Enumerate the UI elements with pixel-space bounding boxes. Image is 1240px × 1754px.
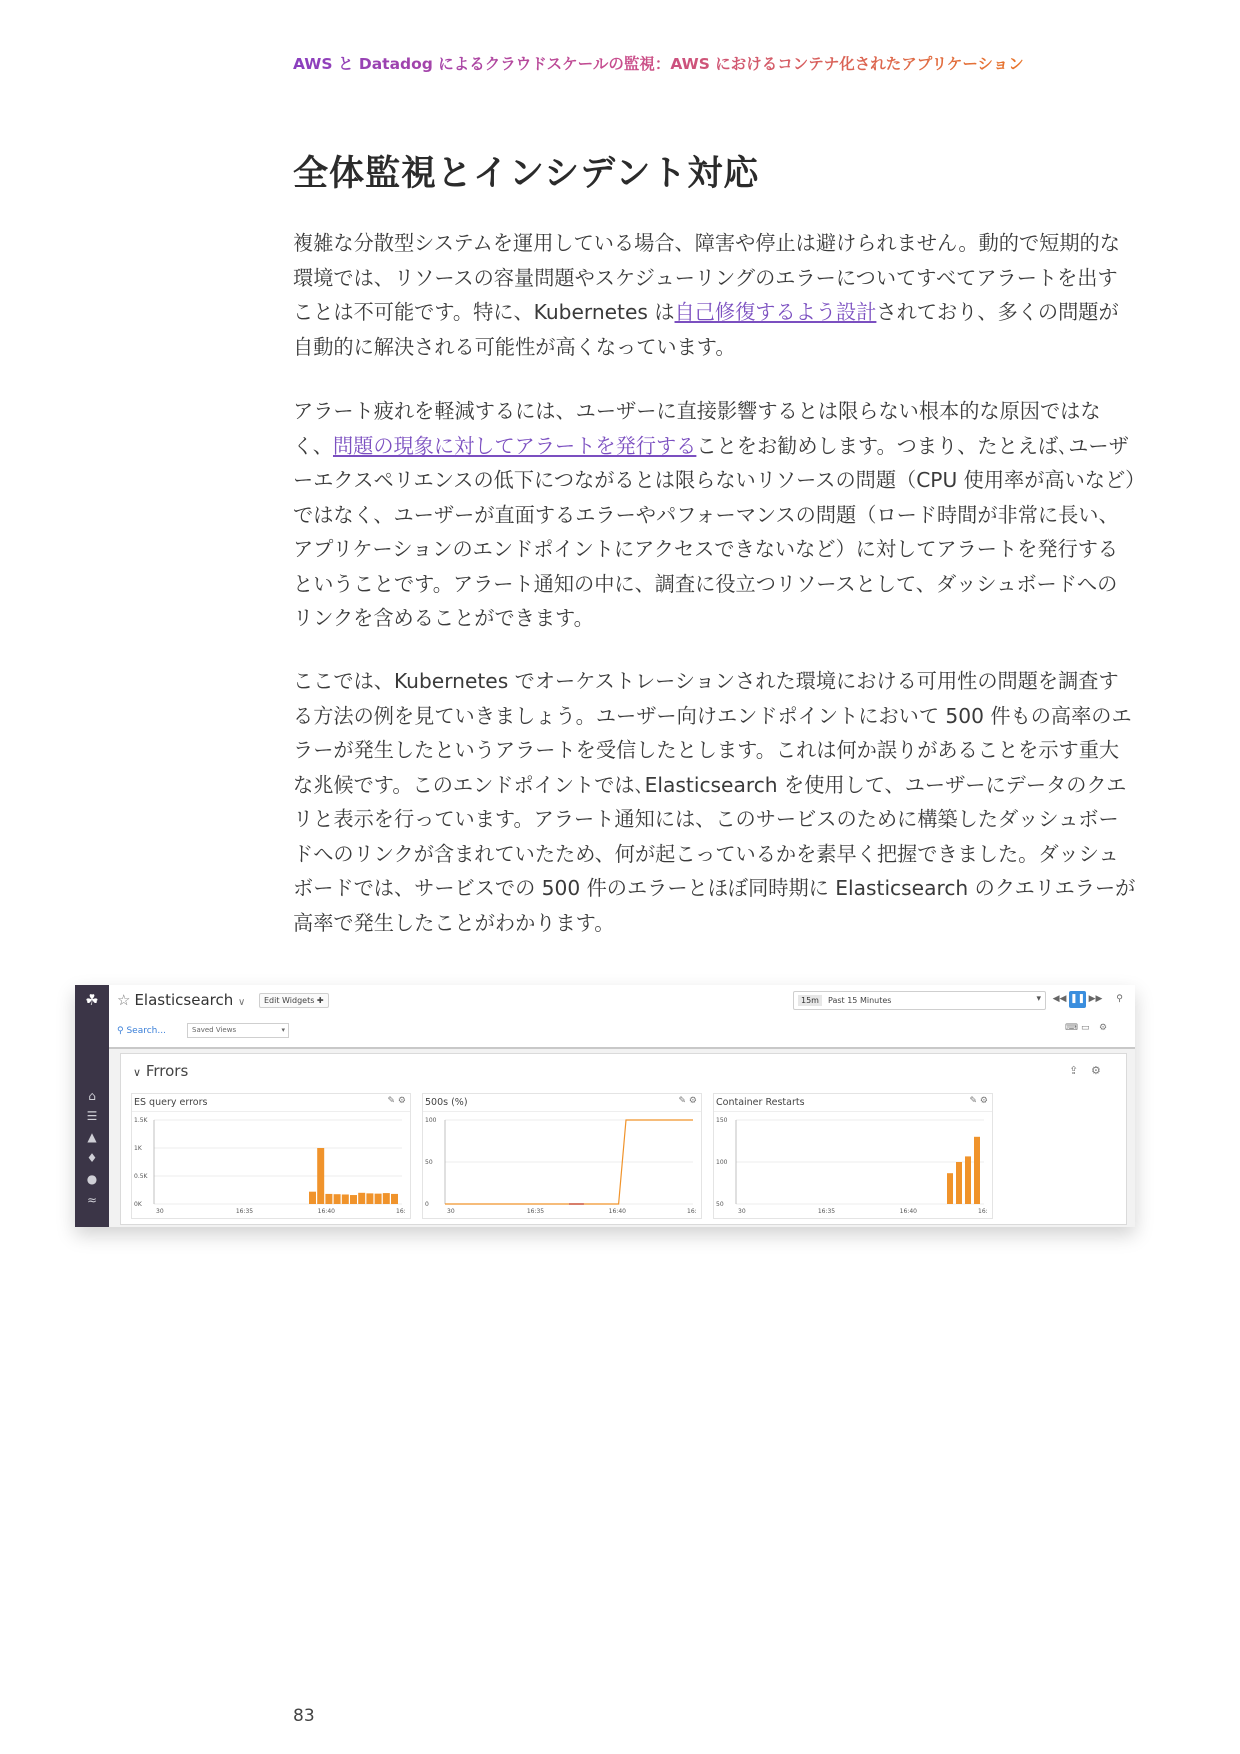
- x-tick-label: 16:40: [317, 1208, 335, 1215]
- x-tick-label: 16:40: [608, 1208, 626, 1215]
- pause-icon[interactable]: ❚❚: [1069, 991, 1086, 1008]
- es-query-errors-chart: [132, 1112, 410, 1218]
- search-icon: ⚲: [117, 1026, 124, 1036]
- alert-icon[interactable]: ●: [86, 1172, 98, 1186]
- pencil-icon[interactable]: ✎: [969, 1096, 978, 1106]
- p2-text-before: アラート疲れを軽減するには、ユーザーに直接影響するとは限らない根本的な原因ではなく、: [293, 399, 1101, 458]
- y-tick-label: 150: [716, 1117, 728, 1124]
- p2-text-after: ことをお勧めします。つまり、たとえば､ユーザーエクスペリエンスの低下につながるとは限らないリソースの問題（CPU 使用率が高いなど）ではなく、ユーザーが直面するエラーやパフォーマンスの問題（ロード時間が非常に長い、アプリケーションのエンドポイントにアクセスできないなど）に対してアラートを発行するということです。アラート通知の中に、調査に役立つリソースとして、ダッシュボードへのリンクを含めることができます。: [293, 433, 1136, 630]
- saved-views-label: Saved Views: [192, 1026, 237, 1034]
- chevron-down-icon[interactable]: ∨: [133, 1066, 142, 1079]
- home-icon[interactable]: ⌂: [88, 1089, 96, 1103]
- bar: [309, 1192, 316, 1204]
- bar: [358, 1193, 365, 1204]
- share-icon[interactable]: ⇪: [1069, 1064, 1079, 1077]
- chevron-down-icon[interactable]: ∨: [238, 997, 246, 1008]
- y-tick-label: 1.5K: [134, 1117, 148, 1124]
- x-tick-label: 16:35: [817, 1208, 836, 1215]
- bar: [375, 1194, 382, 1204]
- dashboard-icon[interactable]: ▲: [87, 1130, 97, 1144]
- widget-tools[interactable]: [679, 1096, 698, 1106]
- time-chip: 15m: [798, 995, 822, 1006]
- widget-tools[interactable]: [970, 1096, 989, 1106]
- widget-es-query-errors[interactable]: [131, 1093, 411, 1219]
- errors-group: [120, 1053, 1127, 1225]
- widget-title: ES query errors: [134, 1097, 208, 1108]
- bar: [383, 1193, 390, 1204]
- chevron-down-icon: ▾: [281, 1026, 285, 1034]
- chart-icon[interactable]: ≈: [86, 1193, 98, 1207]
- bar: [342, 1194, 349, 1204]
- section-title: 全体監視とインシデント対応: [293, 154, 760, 194]
- widget-container-restarts[interactable]: [713, 1093, 993, 1219]
- saved-views-select[interactable]: [187, 1023, 289, 1038]
- puzzle-icon[interactable]: ♦: [86, 1151, 98, 1165]
- bar: [965, 1156, 971, 1204]
- dashboard-screenshot: [75, 985, 1135, 1227]
- x-tick-label: 30: [447, 1208, 455, 1215]
- paragraph-1: [293, 226, 1136, 364]
- x-tick-label: 16:35: [235, 1208, 254, 1215]
- timeframe-selector[interactable]: [793, 991, 1046, 1010]
- y-tick-label: 100: [425, 1117, 437, 1124]
- running-head: AWS と Datadog によるクラウドスケールの監視：AWS におけるコンテナ化されたアプリケーション: [293, 52, 1024, 74]
- y-tick-label: 50: [425, 1159, 433, 1166]
- group-title[interactable]: [133, 1062, 188, 1080]
- search-icon[interactable]: ⚲: [1116, 994, 1123, 1004]
- container-restarts-chart: [714, 1112, 992, 1218]
- dashboard-sidebar: [75, 985, 109, 1227]
- y-tick-label: 50: [716, 1201, 724, 1208]
- logo-icon: ☘: [85, 991, 99, 1009]
- group-title-text: Frrors: [145, 1062, 189, 1080]
- x-tick-label: 16:: [396, 1208, 406, 1215]
- widget-tools[interactable]: [388, 1096, 407, 1106]
- p1-text-after: されており、多くの問題が自動的に解決される可能性が高くなっています。: [293, 300, 1119, 359]
- bar: [974, 1137, 980, 1204]
- x-tick-label: 16:40: [899, 1208, 917, 1215]
- search-placeholder: Search...: [126, 1026, 166, 1036]
- gear-icon[interactable]: ⚙: [1099, 1023, 1108, 1033]
- bar: [366, 1193, 373, 1204]
- bar: [317, 1148, 324, 1204]
- bar: [325, 1194, 332, 1204]
- x-tick-label: 16:: [687, 1208, 697, 1215]
- page-number: 83: [293, 1706, 315, 1726]
- p1-text-before: 複雑な分散型システムを運用している場合、障害や停止は避けられません。動的で短期的な環境では、リソースの容量問題やスケジューリングのエラーについてすべてアラートを出すことは不可能です。特に、Kubernetes は: [293, 231, 1120, 324]
- search-input[interactable]: [117, 1026, 166, 1036]
- paragraph-3: ここでは、Kubernetes でオーケストレーションされた環境における可用性の問題を調査する方法の例を見ていきましょう。ユーザー向けエンドポイントにおいて 500 件もの高率のエラーが発生したというアラートを受信したとします。これは何か誤りがあることを示す重大な兆候です。このエンドポイントでは､Elasticsearch を使用して、ユーザーにデータのクエリと表示を行っています。アラート通知には、このサービスのために構築したダッシュボードへのリンクが含まれていたため、何が起こっているかを素早く把握できました。ダッシュボードでは、サービスでの 500 件のエラーとほぼ同時期に Elasticsearch のクエリエラーが高率で発生したことがわかります。: [293, 669, 1136, 935]
- dashboard-title[interactable]: [117, 991, 245, 1009]
- rewind-icon[interactable]: ◀◀: [1052, 994, 1067, 1004]
- alert-on-symptoms-link[interactable]: 問題の現象に対してアラートを発行する: [332, 433, 697, 458]
- monitor-icon[interactable]: ▭: [1081, 1023, 1090, 1033]
- x-tick-label: 30: [156, 1208, 164, 1215]
- paragraph-2: [293, 394, 1136, 636]
- edit-widgets-button[interactable]: Edit Widgets ✚: [259, 993, 329, 1008]
- pencil-icon[interactable]: ✎: [387, 1096, 396, 1106]
- chevron-down-icon: ▾: [1036, 994, 1041, 1004]
- y-tick-label: 0.5K: [134, 1173, 148, 1180]
- dashboard-header: [109, 985, 1135, 1049]
- self-healing-link[interactable]: 自己修復するよう設計: [674, 300, 877, 324]
- dashboard-name: Elasticsearch: [134, 991, 234, 1009]
- x-tick-label: 16:: [978, 1208, 988, 1215]
- bar: [350, 1195, 357, 1204]
- gear-icon[interactable]: ⚙: [397, 1096, 406, 1106]
- 500s-chart: [423, 1112, 701, 1218]
- y-tick-label: 0K: [134, 1201, 142, 1208]
- gear-icon[interactable]: ⚙: [979, 1096, 988, 1106]
- widget-title: 500s (%): [425, 1097, 468, 1108]
- gear-icon[interactable]: ⚙: [1091, 1064, 1101, 1077]
- y-tick-label: 0: [425, 1201, 429, 1208]
- widget-500s[interactable]: [422, 1093, 702, 1219]
- keyboard-icon[interactable]: ⌨: [1065, 1023, 1078, 1033]
- list-icon[interactable]: ☰: [86, 1109, 98, 1123]
- x-tick-label: 16:35: [526, 1208, 545, 1215]
- y-tick-label: 1K: [134, 1145, 142, 1152]
- forward-icon[interactable]: ▶▶: [1088, 994, 1103, 1004]
- bar: [947, 1173, 953, 1204]
- widget-title: Container Restarts: [716, 1097, 805, 1108]
- x-tick-label: 30: [738, 1208, 746, 1215]
- y-tick-label: 100: [716, 1159, 728, 1166]
- bar: [956, 1162, 962, 1204]
- bar: [334, 1194, 341, 1204]
- time-label: Past 15 Minutes: [828, 996, 892, 1005]
- gear-icon[interactable]: ⚙: [688, 1096, 697, 1106]
- star-icon[interactable]: ☆: [117, 991, 131, 1009]
- pencil-icon[interactable]: ✎: [678, 1096, 687, 1106]
- bar: [391, 1194, 398, 1204]
